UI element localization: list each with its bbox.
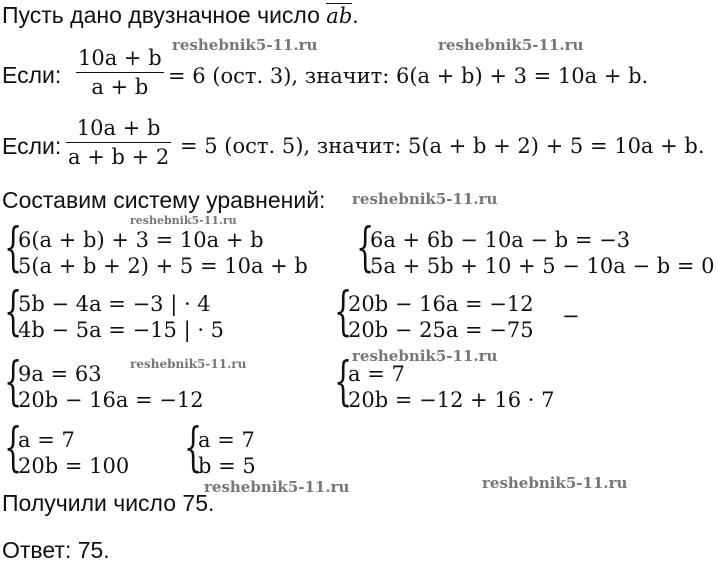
system-6-eq1: a = 7 bbox=[348, 362, 405, 386]
brace: { bbox=[4, 352, 23, 412]
brace: { bbox=[334, 352, 353, 412]
intro-line bbox=[2, 2, 359, 29]
case1-fraction bbox=[76, 46, 164, 99]
system-7-eq2: 20b = 100 bbox=[18, 454, 130, 478]
brace: { bbox=[184, 418, 203, 478]
watermark: reshebnik5-11.ru bbox=[204, 478, 350, 496]
system-5-eq1: 9a = 63 bbox=[18, 362, 102, 386]
case2-denominator: a + b + 2 bbox=[68, 145, 170, 169]
brace: { bbox=[4, 282, 23, 342]
fraction-bar bbox=[66, 142, 171, 143]
case2-fraction bbox=[66, 116, 171, 169]
watermark: reshebnik5-11.ru bbox=[130, 357, 247, 371]
answer-line: Ответ: 75. bbox=[2, 537, 110, 563]
system-7-eq1: a = 7 bbox=[18, 428, 75, 452]
case1-numerator: 10a + b bbox=[78, 46, 162, 70]
watermark: reshebnik5-11.ru bbox=[130, 214, 237, 227]
system-3-eq1: 5b − 4a = −3 | · 4 bbox=[18, 292, 211, 316]
result-line: Получили число 75. bbox=[2, 490, 215, 516]
intro-text: Пусть дано двузначное число bbox=[2, 2, 327, 28]
system-8-eq1: a = 7 bbox=[198, 428, 255, 452]
brace: { bbox=[4, 218, 23, 278]
system-6-eq2: 20b = −12 + 16 · 7 bbox=[348, 388, 555, 412]
intro-number: ab bbox=[326, 4, 353, 28]
brace: { bbox=[334, 282, 353, 342]
brace: { bbox=[4, 418, 23, 478]
system-1-eq2: 5(a + b + 2) + 5 = 10a + b bbox=[18, 254, 308, 278]
case1-rhs: = 6 (ост. 3), значит: 6(a + b) + 3 = 10a + b. bbox=[168, 64, 649, 88]
case2-numerator: 10a + b bbox=[76, 116, 161, 140]
system-2-eq1: 6a + 6b − 10a − b = −3 bbox=[370, 228, 631, 252]
system-4-trailing: − bbox=[562, 304, 580, 328]
system-4-eq2: 20b − 25a = −75 bbox=[348, 318, 534, 342]
system-3-eq2: 4b − 5a = −15 | · 5 bbox=[18, 318, 225, 342]
watermark: reshebnik5-11.ru bbox=[352, 347, 498, 365]
brace: { bbox=[356, 218, 375, 278]
system-1-eq1: 6(a + b) + 3 = 10a + b bbox=[18, 228, 264, 252]
case2-rhs: = 5 (ост. 5), значит: 5(a + b + 2) + 5 = 10a + b. bbox=[180, 134, 705, 158]
system-2-eq2: 5a + 5b + 10 + 5 − 10a − b = 0 bbox=[370, 254, 715, 278]
system-8-eq2: b = 5 bbox=[198, 454, 256, 478]
system-5-eq2: 20b − 16a = −12 bbox=[18, 388, 204, 412]
watermark: reshebnik5-11.ru bbox=[438, 36, 584, 54]
case1-label: Если: bbox=[2, 62, 62, 88]
watermark: reshebnik5-11.ru bbox=[482, 474, 628, 492]
intro-end: . bbox=[352, 2, 359, 28]
system-intro: Составим систему уравнений: bbox=[2, 187, 326, 213]
case2-label: Если: bbox=[2, 133, 62, 159]
case1-denominator: a + b bbox=[91, 75, 149, 99]
watermark: reshebnik5-11.ru bbox=[352, 190, 498, 208]
watermark: reshebnik5-11.ru bbox=[172, 36, 318, 54]
system-4-eq1: 20b − 16a = −12 bbox=[348, 292, 534, 316]
fraction-bar bbox=[76, 72, 164, 73]
